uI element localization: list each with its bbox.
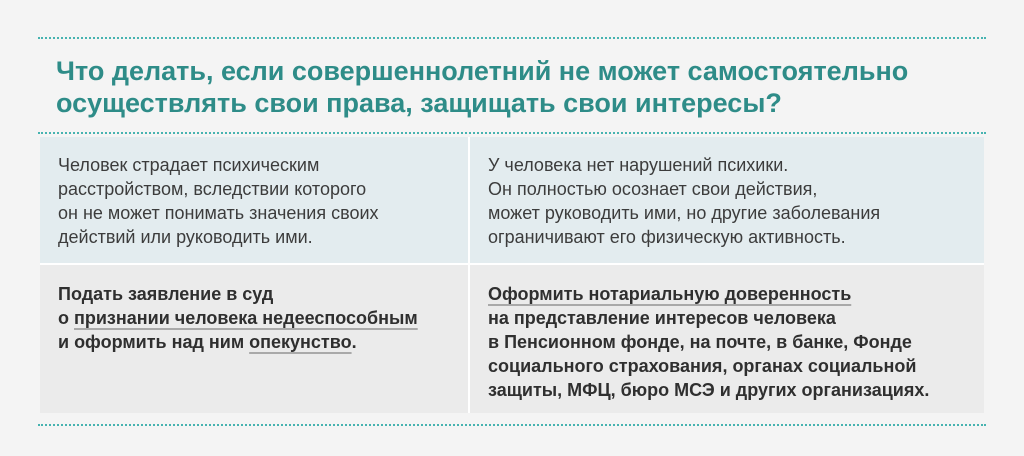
left-condition-line: Человек страдает психическим	[58, 155, 320, 175]
left-action-suffix: .	[351, 332, 357, 352]
left-action-prefix: и оформить над ним	[58, 332, 250, 352]
title-line-2: осуществлять свои права, защищать свои интересы?	[56, 88, 782, 118]
left-action-prefix: о	[58, 308, 74, 328]
page-title	[56, 55, 986, 119]
left-action-line	[58, 330, 468, 354]
title-line-1: Что делать, если совершеннолетний не может самостоятельно	[56, 56, 909, 86]
right-condition-cell	[470, 137, 984, 263]
right-condition-line: ограничивают его физическую активность.	[488, 227, 846, 247]
left-condition-cell	[40, 137, 468, 263]
comparison-table	[40, 137, 984, 413]
right-condition-line: У человека нет нарушений психики.	[488, 155, 789, 175]
right-condition-line: Он полностью осознает свои действия,	[488, 179, 818, 199]
left-condition-line: расстройством, вследствии которого	[58, 179, 367, 199]
right-condition-line: может руководить ими, но другие заболевания	[488, 203, 881, 223]
left-action-line	[58, 306, 468, 330]
guardianship-link[interactable]: опекунство	[249, 332, 352, 352]
left-action-line: Подать заявление в суд	[58, 284, 274, 304]
right-action-line: в Пенсионном фонде, на почте, в банке, Фонде	[488, 332, 912, 352]
right-action-line: защиты, МФЦ, бюро МСЭ и других организациях.	[488, 380, 930, 400]
incapacity-link[interactable]: признании человека недееспособным	[74, 308, 418, 328]
right-action-cell	[470, 265, 984, 413]
bottom-dotted-divider	[38, 424, 986, 426]
right-action-line	[488, 282, 984, 306]
right-action-line: на представление интересов человека	[488, 308, 836, 328]
left-condition-line: он не может понимать значения своих	[58, 203, 379, 223]
top-dotted-divider	[38, 37, 986, 39]
left-action-cell	[40, 265, 468, 413]
power-of-attorney-link[interactable]: Оформить нотариальную доверенность	[488, 284, 852, 304]
left-condition-line: действий или руководить ими.	[58, 227, 313, 247]
title-dotted-divider	[38, 132, 986, 134]
right-action-line: социального страхования, органах социальной	[488, 356, 917, 376]
